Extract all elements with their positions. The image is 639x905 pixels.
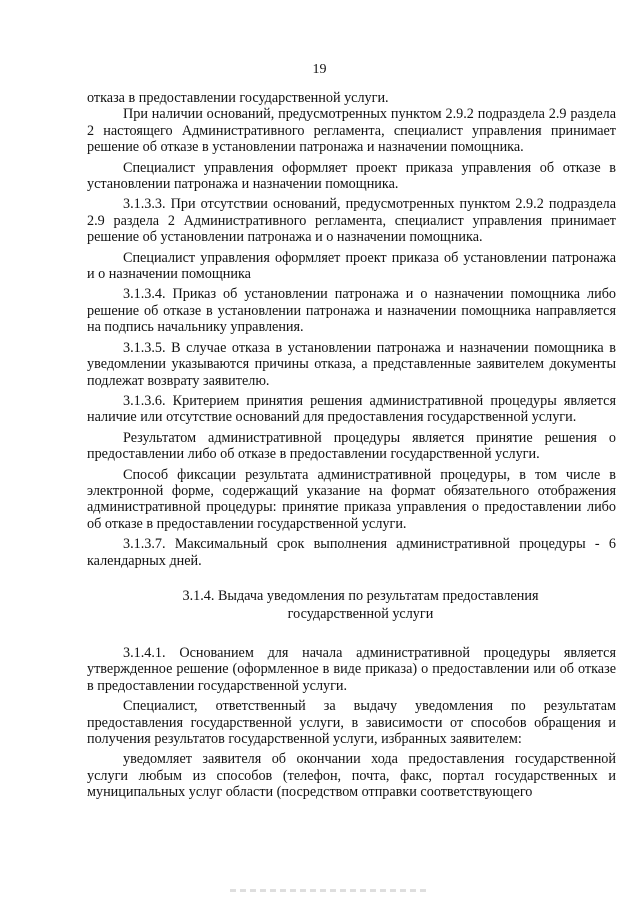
paragraph: Результатом административной процедуры является принятие решения о предоставлении либо об отказе в предоставлении государственной услуги. <box>87 429 616 463</box>
paragraph: 3.1.4.1. Основанием для начала административной процедуры является утвержденное решение (оформленное в виде приказа) о предоставлении или об отказе в предоставлении государственной услуги. <box>87 644 616 694</box>
paragraph: отказа в предоставлении государственной услуги. <box>87 90 389 106</box>
section-heading-line: 3.1.4. Выдача уведомления по результатам предоставления <box>182 587 539 604</box>
paragraph: 3.1.3.4. Приказ об установлении патронажа и о назначении помощника либо решение об отказе в установлении патронажа и назначении помощника направляется на подпись начальнику управления. <box>87 286 616 336</box>
section-heading <box>87 587 616 623</box>
paragraph: Специалист, ответственный за выдачу уведомления по результатам предоставления государственной услуги, в зависимости от способов обращения и получения результатов государственной услуги, избранных заявителем: <box>87 698 616 747</box>
paragraph: Специалист управления оформляет проект приказа об установлении патронажа и о назначении помощника <box>87 249 616 283</box>
document-body <box>87 90 616 801</box>
section-heading-line: государственной услуги <box>287 605 434 622</box>
paragraph: уведомляет заявителя об окончании хода предоставления государственной услуги любым из способов (телефон, почта, факс, портал государственных и муниципальных услуг области (посредством отправки соответствующего <box>87 751 616 801</box>
paragraph: Способ фиксации результата административной процедуры, в том числе в электронной форме, содержащий указание на формат обязательного отображения административной процедуры: принятие приказа управления о предоставлении либо об отказе в предоставлении государственной услуги. <box>87 466 616 532</box>
paragraph: При наличии оснований, предусмотренных пунктом 2.9.2 подраздела 2.9 раздела 2 настоящего Административного регламента, специалист управления принимает решение об отказе в установлении патронажа и назначении помощника. <box>87 106 616 156</box>
paragraph: 3.1.3.7. Максимальный срок выполнения административной процедуры - 6 календарных дней. <box>87 536 616 569</box>
paragraph: 3.1.3.5. В случае отказа в установлении патронажа и назначении помощника в уведомлении указываются причины отказа, а представленные заявителем документы подлежат возврату заявителю. <box>87 339 616 389</box>
paragraph: 3.1.3.3. При отсутствии оснований, предусмотренных пунктом 2.9.2 подраздела 2.9 раздела 2 Административного регламента, специалист управления принимает решение об установлении патронажа и о назначении помощника. <box>87 196 616 246</box>
page-number: 19 <box>312 62 327 77</box>
scan-artifact <box>230 889 430 892</box>
paragraph: Специалист управления оформляет проект приказа управления об отказе в установлении патронажа и назначении помощника. <box>87 159 616 193</box>
paragraph: 3.1.3.6. Критерием принятия решения административной процедуры является наличие или отсутствие оснований для предоставления государственной услуги. <box>87 392 616 426</box>
